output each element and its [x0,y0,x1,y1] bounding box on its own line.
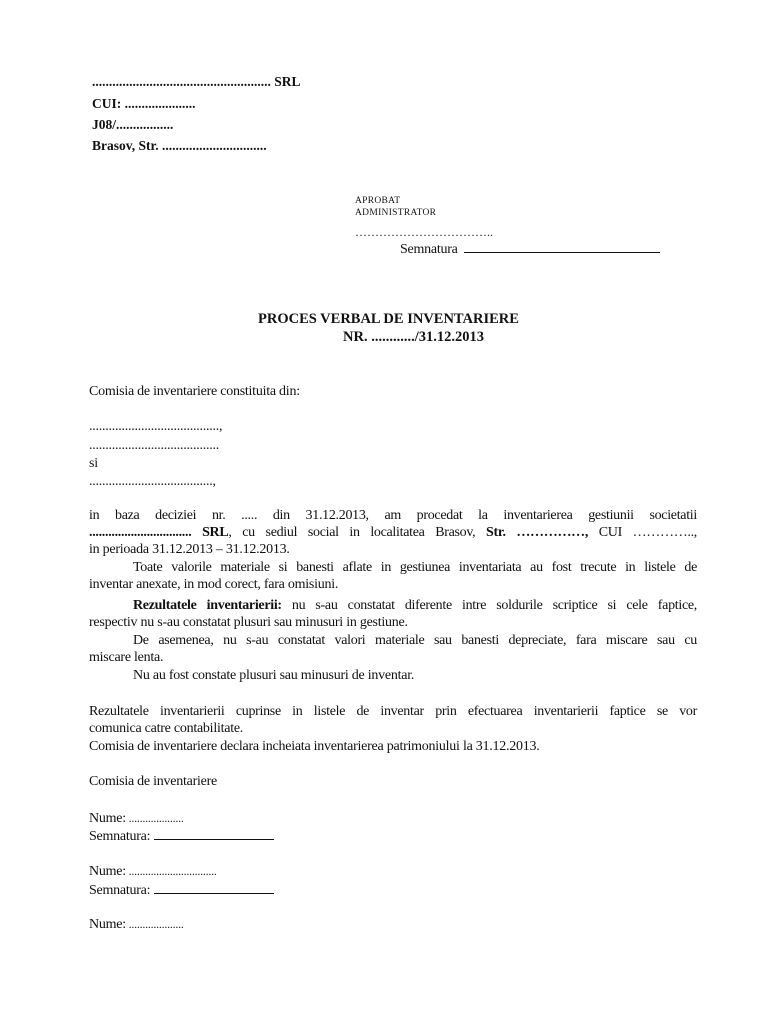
sign-label: Semnatura: [89,829,151,844]
signature-1-name [89,810,184,827]
name-dots: .................... [125,811,184,825]
approval-label: APROBAT [355,196,401,206]
paragraph-2-line-2: inventar anexate, in mod corect, fara omisiuni. [89,577,339,592]
name-label: Nume: [89,864,126,879]
document-number: NR. ............/31.12.2013 [343,329,484,345]
sign-line [154,881,274,894]
company-address-line: Brasov, Str. ............................... [92,138,267,153]
paragraph-1-line-3: in perioada 31.12.2013 – 31.12.2013. [89,542,290,557]
approval-signature-label: Semnatura [400,242,458,257]
name-dots: ................................ [125,864,217,878]
commission-intro: Comisia de inventariere constituita din: [89,384,300,399]
paragraph-6-line-1: Rezultatele inventarierii cuprinse in listele de inventar prin efectuarea inventarierii faptice se vor [89,704,697,719]
approval-signature-row [400,240,660,258]
signature-2-name [89,863,217,880]
commission-member-2: ........................................ [89,438,219,453]
company-registry-line: J08/................. [92,117,174,132]
paragraph-3-line-1 [89,597,697,614]
company-cui-line: CUI: ..................... [92,96,196,111]
paragraph-4-line-2: miscare lenta. [89,650,164,665]
approval-role: ADMINISTRATOR [355,208,437,218]
signature-1-sign [89,827,274,845]
commission-si: si [89,456,98,471]
seat-text: , cu sediul social in localitatea Brasov, [228,525,487,540]
commission-label: Comisia de inventariere [89,774,217,789]
street-text: Str. ……………, [486,525,589,540]
name-label: Nume: [89,917,126,932]
company-dots: ................................ [89,525,192,540]
paragraph-1-line-1: in baza deciziei nr. ..... din 31.12.2013, am procedat la inventarierea gestiunii societatii [89,508,697,523]
paragraph-1-line-2 [89,524,697,541]
paragraph-4-line-1 [89,632,697,649]
paragraph-7: Comisia de inventariere declara incheiata inventarierea patrimoniului la 31.12.2013. [89,739,540,754]
commission-member-1: ........................................, [89,419,223,434]
company-name-line: ..................................................... SRL [92,74,301,89]
signature-2-sign [89,881,274,899]
paragraph-2-text: Toate valorile materiale si banesti aflate in gestiunea inventariata au fost trecute in listele de [133,560,697,575]
sign-line [154,827,274,840]
name-dots: .................... [125,917,184,931]
company-srl: SRL [191,525,229,540]
paragraph-5: Nu au fost constate plusuri sau minusuri de inventar. [133,668,415,683]
name-label: Nume: [89,811,126,826]
paragraph-3-line-2: respectiv nu s-au constatat plusuri sau minusuri in gestiune. [89,615,408,630]
results-label: Rezultatele inventarierii: [133,598,282,613]
document-title: PROCES VERBAL DE INVENTARIERE [258,311,519,327]
results-text: nu s-au constatat diferente intre soldurile scriptice si cele faptice, [281,598,697,613]
sign-label: Semnatura: [89,883,151,898]
cui-text: CUI ………….., [588,525,697,540]
paragraph-6-line-2: comunica catre contabilitate. [89,721,244,736]
signature-3-name [89,916,184,933]
paragraph-4-text: De asemenea, nu s-au constatat valori materiale sau banesti depreciate, fara miscare sau cu [133,633,697,648]
paragraph-2-line-1 [89,559,697,576]
approval-dots: …………………………….. [355,225,493,239]
commission-member-3: ......................................, [89,474,216,489]
approval-signature-line [464,240,660,253]
